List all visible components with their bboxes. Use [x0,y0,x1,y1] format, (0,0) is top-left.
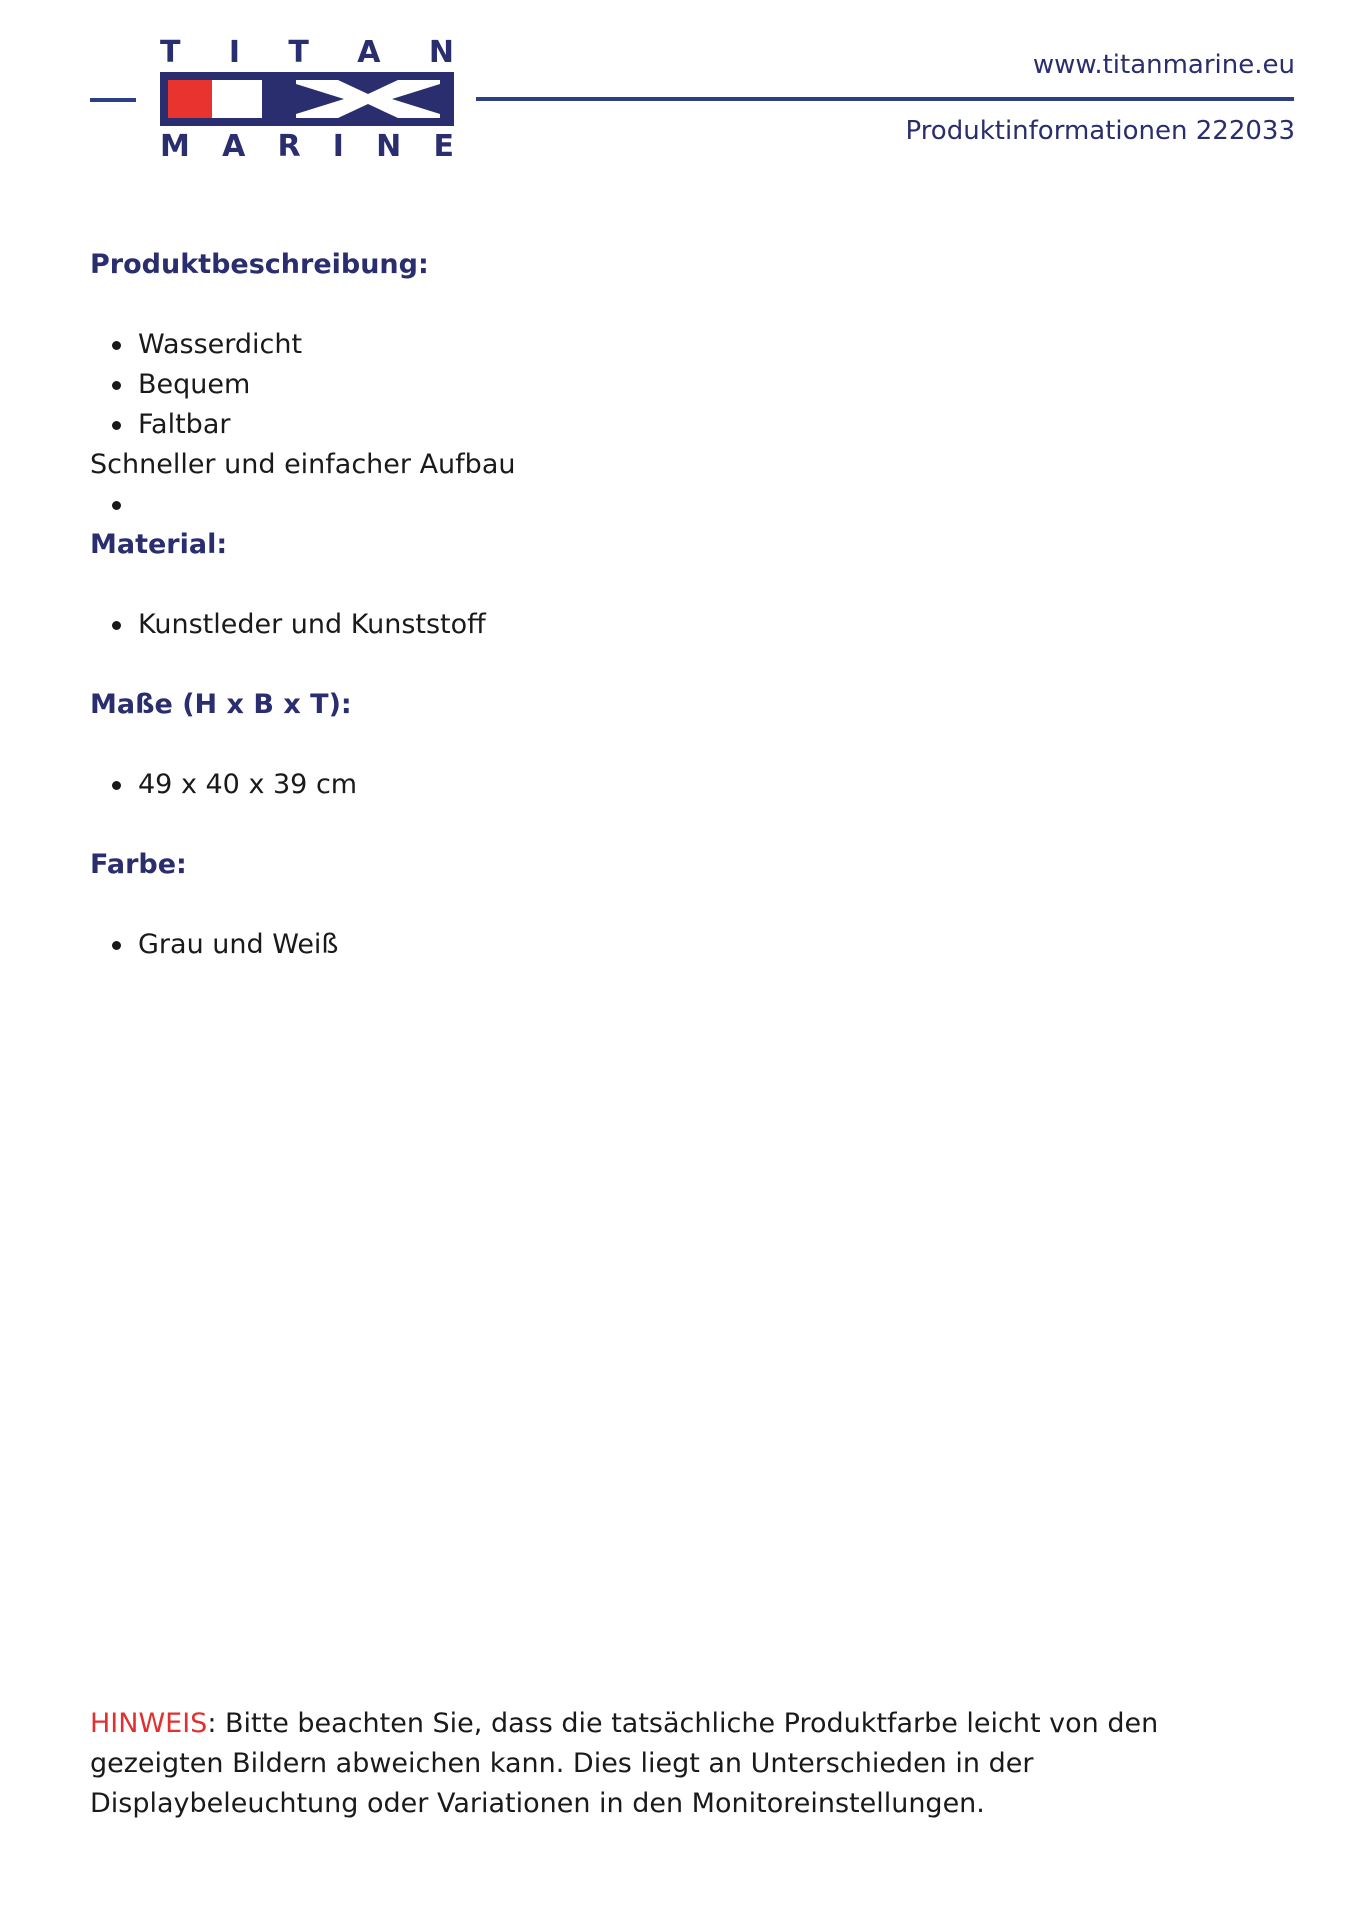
website-url[interactable]: www.titanmarine.eu [1032,50,1295,80]
material-title: Material: [90,529,228,560]
document-title: Produktinformationen 222033 [905,116,1295,146]
logo-flag-box [160,72,454,126]
description-title: Produktbeschreibung: [90,249,429,280]
description-extra-line: Schneller und einfacher Aufbau [90,449,516,480]
empty-list-item [90,485,1270,525]
color-list [90,925,1270,965]
dimensions-title: Maße (H x B x T): [90,689,352,720]
logo-bottom-text: M A R I N E [160,129,454,164]
list-item: 49 x 40 x 39 cm [90,765,1270,805]
color-title: Farbe: [90,849,187,880]
disclaimer-note [90,1704,1230,1824]
titan-marine-logo [160,35,454,164]
header-rule-right [476,97,1294,101]
logo-flag-icon [160,72,454,126]
list-item: Wasserdicht [90,325,1270,365]
list-item: Bequem [90,365,1270,405]
list-item: Grau und Weiß [90,925,1270,965]
product-info [90,245,1270,965]
logo-top-text: T I T A N [160,35,454,70]
document-header [0,0,1365,180]
material-list [90,605,1270,645]
empty-list [90,485,1270,525]
list-item: Faltbar [90,405,1270,445]
list-item: Kunstleder und Kunststoff [90,605,1270,645]
description-list [90,325,1270,445]
note-text: : Bitte beachten Sie, dass die tatsächliche Produktfarbe leicht von den gezeigten Bildern abweichen kann. Dies liegt an Unterschieden in der Displaybeleuchtung oder Variationen in den Monitoreinstellungen. [90,1708,1159,1819]
note-label: HINWEIS [90,1708,208,1739]
dimensions-list [90,765,1270,805]
header-rule-left [90,98,136,102]
